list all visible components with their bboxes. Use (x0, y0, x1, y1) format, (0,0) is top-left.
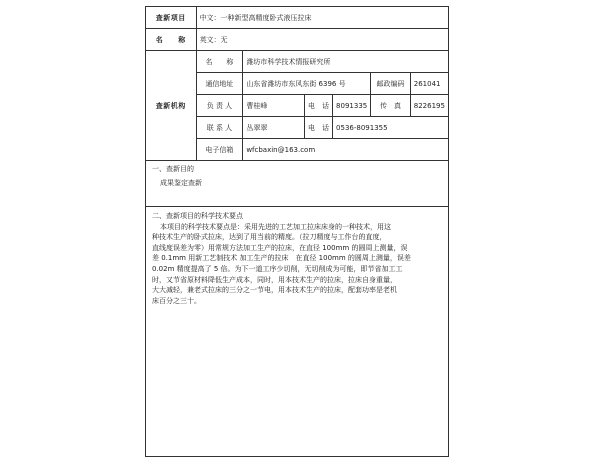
agency-name-label: 名 称 (196, 51, 243, 73)
head-label: 负 责 人 (196, 95, 243, 117)
agency-label: 查新机构 (146, 51, 197, 161)
phone-value-2: 0536-8091355 (333, 117, 449, 139)
section-key-points-title: 二、查新项目的科学技术要点 (152, 212, 243, 220)
postcode-value: 261041 (410, 73, 448, 95)
section-purpose-title: 一、查新目的 (152, 165, 194, 173)
project-label: 查新项目 (146, 7, 197, 29)
project-name-en: 英文：无 (196, 29, 448, 51)
phone-value-1: 8091335 (333, 95, 371, 117)
key-points-line: 种技术生产的卧式拉床，达到了用当前的精度。（拉刀精度与工作台的直度， (152, 233, 387, 242)
contact-value: 丛翠翠 (243, 117, 305, 139)
phone-label-1: 电 话 (305, 95, 333, 117)
key-points-line: 差 0.1mm 用新工艺制技术 加工生产的拉床 在直径 100mm 的圆周上测量，误差 (152, 254, 411, 263)
phone-label-2: 电 话 (305, 117, 333, 139)
key-points-line: 时，又节省原材料降低生产成本，同时，用本技术生产的拉床，拉床自身重量， (152, 275, 397, 284)
search-report-form (145, 6, 449, 457)
key-points-line: 床百分之三十。 (152, 296, 201, 305)
agency-name-value: 潍坊市科学技术情报研究所 (243, 51, 449, 73)
email-value: wfcbaxin@163.com (243, 139, 449, 161)
key-points-line: 本项目的科学技术要点是：采用先进的工艺加工拉床床身的一种技术，用这 (160, 222, 391, 231)
section-key-points (146, 207, 449, 457)
fax-value: 8226195 (410, 95, 448, 117)
head-value: 曹桂峰 (243, 95, 305, 117)
postcode-label: 邮政编码 (371, 73, 411, 95)
section-purpose (146, 161, 449, 207)
section-purpose-body: 成果鉴定查新 (160, 178, 202, 187)
key-points-line: 直线度误差为零）用常规方法加工生产的拉床，在直径 100mm 的圆周上测量，误 (152, 243, 408, 252)
address-value: 山东省潍坊市东风东街 6396 号 (243, 73, 371, 95)
project-name-cn: 中文：一种新型高精度卧式液压拉床 (196, 7, 448, 29)
name-label: 名 称 (146, 29, 197, 51)
key-points-line: 0.02m 精度提高了 5 倍。为下一道工序少切削，无切削成为可能，即节省加工工 (152, 264, 403, 273)
key-points-line: 大大减轻，兼老式拉床的三分之一节电，用本技术生产的拉床，配套功率是老机 (152, 286, 397, 295)
fax-label: 传 真 (371, 95, 411, 117)
email-label: 电子信箱 (196, 139, 243, 161)
address-label: 通信地址 (196, 73, 243, 95)
contact-label: 联 系 人 (196, 117, 243, 139)
